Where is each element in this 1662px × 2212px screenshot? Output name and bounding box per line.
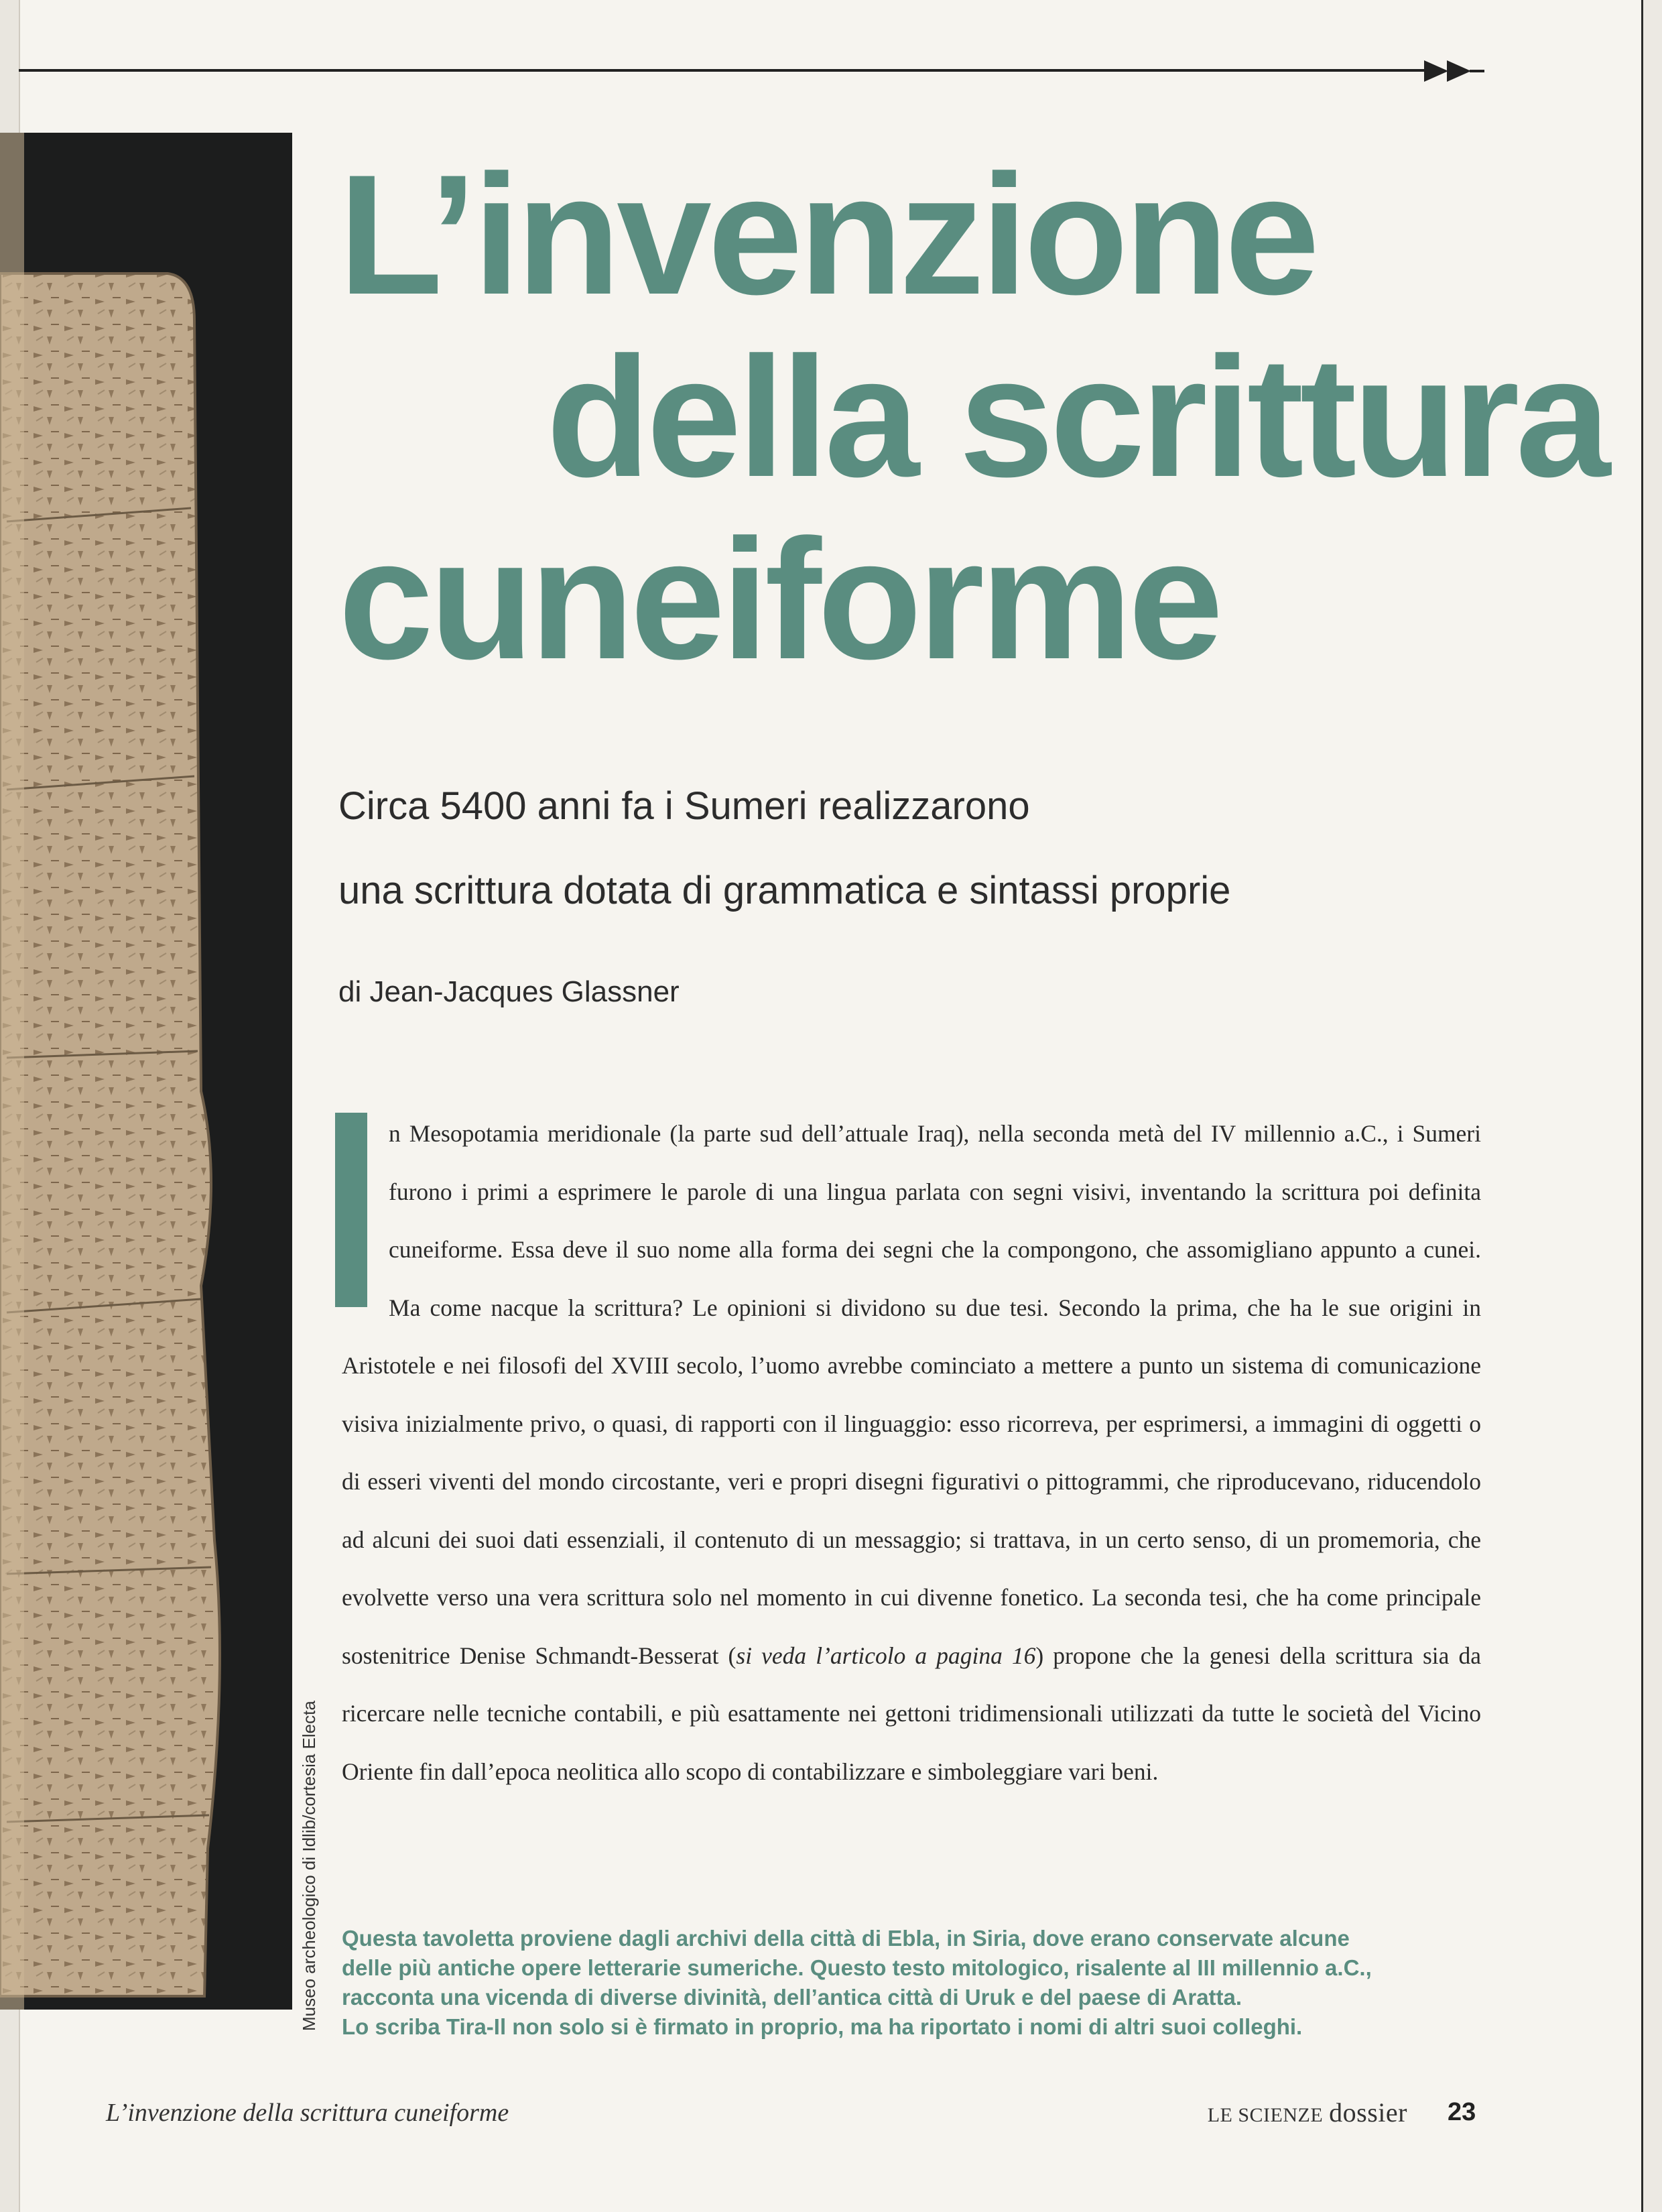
caption-line-1: Questa tavoletta proviene dagli archivi della città di Ebla, in Siria, dove erano conservate alcune: [342, 1926, 1350, 1951]
subtitle-line-1: Circa 5400 anni fa i Sumeri realizzarono: [338, 784, 1030, 828]
photo-caption: [342, 1924, 1427, 2042]
article-subtitle: [338, 764, 1511, 933]
body-part-1: n Mesopotamia meridionale (la parte sud dell’attuale Iraq), nella seconda metà del IV millennio a.C., i Sumeri furono i primi a esprimere le parole di una lingua parlata con segni visivi, inventando la scrittura poi definita cuneiforme. Essa deve il suo nome alla forma dei segni che la compongono, che assomigliano appunto a cunei. Ma come nacque la scrittura? Le opinioni si dividono su due tesi. Secondo la prima, che ha le sue origini in Aristotele e nei filosofi del XVIII secolo, l’uomo avrebbe cominciato a mettere a punto un sistema di comunicazione visiva inizialmente privo, o quasi, di rapporti con il linguaggio: esso ricorreva, per esprimersi, a immagini di oggetti o di esseri viventi del mondo circostante, veri e propri disegni figurativi o pittogrammi, che riproducevano, riducendolo ad alcuni dei suoi dati essenziali, il contenuto di un messaggio; si trattava, in un certo senso, di un promemoria, che evolvette verso una vera scrittura solo nel momento in cui divenne fonetico. La seconda tesi, che ha come principale sostenitrice Denise Schmandt-Besserat (: [342, 1120, 1481, 1669]
top-rule: [19, 69, 1426, 72]
magazine-name: LE SCIENZE: [1207, 2104, 1324, 2126]
page-number: 23: [1448, 2098, 1476, 2126]
double-arrow-right-icon: [1424, 58, 1484, 84]
page-right-edge: [1641, 0, 1662, 2212]
byline: di Jean-Jacques Glassner: [338, 975, 680, 1008]
magazine-footer: [1208, 2097, 1407, 2128]
photo-credit: Museo archeologico di Idlib/cortesia Electa: [299, 1701, 319, 2031]
body-italic-reference: si veda l’articolo a pagina 16: [736, 1642, 1036, 1669]
caption-line-2: delle più antiche opere letterarie sumeriche. Questo testo mitologico, risalente al III millennio a.C.,: [342, 1955, 1372, 1980]
caption-line-3: racconta una vicenda di diverse divinità, dell’antica città di Uruk e del paese di Aratta.: [342, 1985, 1242, 2010]
running-title: L’invenzione della scrittura cuneiforme: [106, 2099, 509, 2127]
magazine-section: dossier: [1329, 2097, 1407, 2128]
tablet-photo: [0, 133, 292, 2010]
cuneiform-tablet-image: [0, 133, 292, 2010]
caption-line-4: Lo scriba Tira-Il non solo si è firmato in proprio, ma ha riportato i nomi di altri suoi colleghi.: [342, 2014, 1303, 2039]
body-text: [342, 1105, 1481, 1800]
drop-cap-indent: [342, 1105, 389, 1326]
article-title: [338, 139, 1607, 695]
title-line-2: della scrittura: [546, 322, 1607, 513]
body-part-2: ) propone che la genesi della scrittura sia da ricercare nelle tecniche contabili, e più esattamente nei gettoni tridimensionali utilizzati da tutte le società del Vicino Oriente fin dall’epoca neolitica allo scopo di contabilizzare e simboleggiare vari beni.: [342, 1642, 1481, 1785]
title-line-1: L’invenzione: [338, 139, 1316, 330]
title-line-3: cuneiforme: [338, 504, 1220, 695]
subtitle-line-2: una scrittura dotata di grammatica e sintassi proprie: [338, 869, 1231, 912]
